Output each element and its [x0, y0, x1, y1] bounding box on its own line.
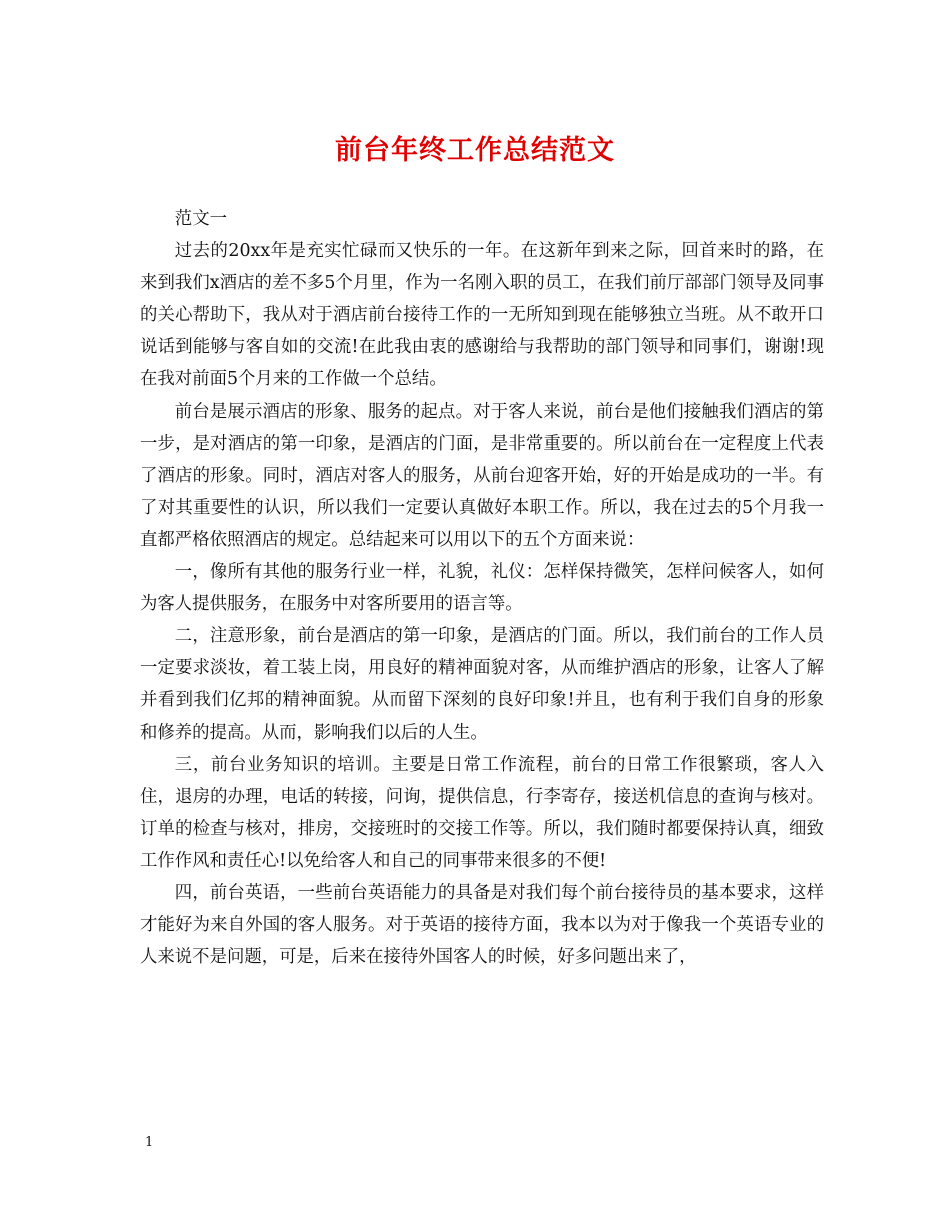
paragraph-heading: 范文一: [174, 209, 227, 229]
document-body: [140, 203, 824, 973]
paragraph: 前台是展示酒店的形象、服务的起点。对于客人来说，前台是他们接触我们酒店的第一步，是对酒店的第一印象，是酒店的门面，是非常重要的。所以前台在一定程度上代表了酒店的形象。同时，酒店对客人的服务，从前台迎客开始，好的开始是成功的一半。有了对其重要性的认识，所以我们一定要认真做好本职工作。所以，我在过去的5个月我一直都严格依照酒店的规定。总结起来可以用以下的五个方面来说：: [140, 401, 824, 550]
paragraph: 一，像所有其他的服务行业一样，礼貌，礼仪：怎样保持微笑，怎样问候客人，如何为客人提供服务，在服务中对客所要用的语言等。: [140, 562, 824, 615]
paragraph: 三，前台业务知识的培训。主要是日常工作流程，前台的日常工作很繁琐，客人入住，退房的办理，电话的转接，问询，提供信息，行李寄存，接送机信息的查询与核对。订单的检查与核对，排房，交接班时的交接工作等。所以，我们随时都要保持认真，细致工作作风和责任心!以免给客人和自己的同事带来很多的不便!: [140, 754, 824, 871]
paragraph: 过去的20xx年是充实忙碌而又快乐的一年。在这新年到来之际，回首来时的路，在来到我们x酒店的差不多5个月里，作为一名刚入职的员工，在我们前厅部部门领导及同事的关心帮助下，我从对于酒店前台接待工作的一无所知到现在能够独立当班。从不敢开口说话到能够与客自如的交流!在此我由衷的感谢给与我帮助的部门领导和同事们，谢谢!现在我对前面5个月来的工作做一个总结。: [140, 241, 824, 390]
paragraph: 四，前台英语，一些前台英语能力的具备是对我们每个前台接待员的基本要求，这样才能好为来自外国的客人服务。对于英语的接待方面，我本以为对于像我一个英语专业的人来说不是问题，可是，后来在接待外国客人的时候，好多问题出来了，: [140, 882, 824, 968]
paragraph: 二，注意形象，前台是酒店的第一印象，是酒店的门面。所以，我们前台的工作人员一定要求淡妆，着工装上岗，用良好的精神面貌对客，从而维护酒店的形象，让客人了解并看到我们亿邦的精神面貌。从而留下深刻的良好印象!并且，也有利于我们自身的形象和修养的提高。从而，影响我们以后的人生。: [140, 626, 824, 743]
document-title: 前台年终工作总结范文: [335, 135, 615, 166]
page-number: 1: [145, 1135, 154, 1150]
